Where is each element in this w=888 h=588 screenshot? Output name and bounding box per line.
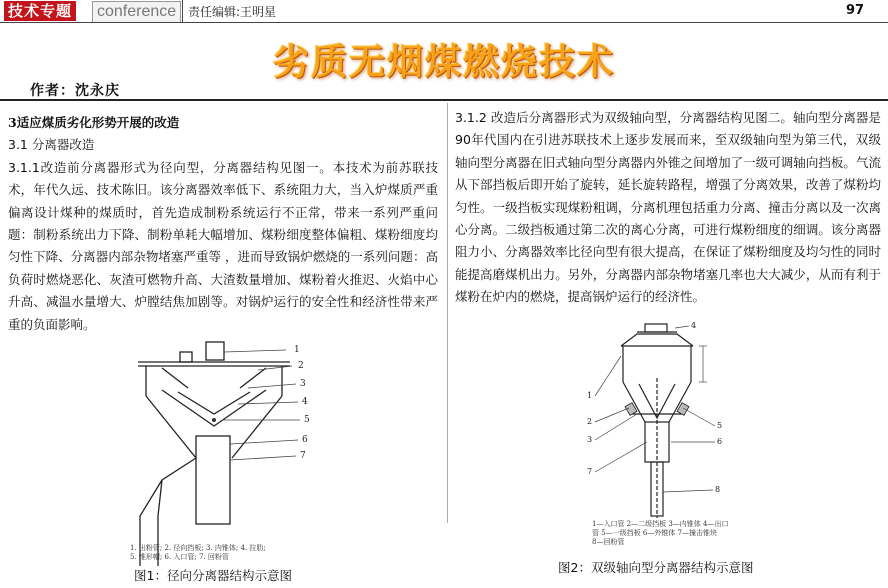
page-number: 97 — [846, 3, 865, 18]
figure1-label: 2 — [298, 361, 304, 371]
figure1-label: 4 — [302, 397, 308, 407]
subsection-heading: 3.1 分离器改造 — [8, 137, 95, 153]
figure1-caption: 图1：径向分离器结构示意图 — [134, 568, 292, 583]
figure1-label: 1 — [294, 345, 300, 355]
right-column — [455, 107, 881, 309]
section-heading: 3适应煤质劣化形势开展的改造 — [8, 115, 180, 130]
figure1-legend-line: 1. 出粉管; 2. 径向挡板; 3. 内锥体; 4. 拉肋; — [130, 544, 266, 552]
figure2-legend-line: 8—回粉管 — [592, 538, 625, 546]
header-divider — [182, 0, 183, 22]
editor-credit: 责任编辑:王明星 — [188, 5, 277, 19]
article-title: 劣质无烟煤燃烧技术 — [272, 42, 615, 83]
right-paragraph: 3.1.2 改造后分离器形式为双级轴向型，分离器结构见图二。轴向型分离器是90年代国内在引进苏联技术上逐步发展而来，至双级轴向型为第三代，双级轴向型分离器在旧式轴向型分离器内外锥之间增加了一级可调轴向挡板。气流从下部挡板后即开始了旋转，延长旋转路程，增强了分离效果，改善了煤粉均匀性。一级挡板实现煤粉粗调，分离机理包括重力分离、撞击分离以及一次离心分离。二级挡板通过第二次的离心分离，可进行煤粉细度的细调。该分离器阻力小、分离器效率比径向型有很大提高，在保证了煤粉细度及均匀性的同时能提高磨煤机出力。另外，分离器内部杂物堵塞几率也大大减少，从而有利于煤粉在炉内的燃烧，提高锅炉运行的经济性。 — [455, 110, 881, 305]
figure2-legend-line: 1—入口管 2—二级挡板 3—内锥体 4—出口 — [592, 520, 729, 528]
figure2-label: 5 — [717, 421, 723, 430]
column-badge: 技术专题 — [4, 1, 76, 21]
figure2-label: 2 — [587, 417, 593, 426]
figure1-label: 3 — [300, 379, 306, 389]
figure2-caption: 图2：双级轴向型分离器结构示意图 — [558, 560, 754, 575]
section-label: conference — [92, 1, 181, 23]
figure2-label: 1 — [587, 391, 593, 400]
figure2-label: 8 — [715, 485, 721, 494]
left-column — [8, 112, 438, 336]
header-rule — [0, 22, 888, 23]
figure2-legend-line: 管 5—一级挡板 6—外锥体 7—撞击锥块 — [592, 529, 718, 537]
title-rule — [0, 99, 888, 101]
article-author: 作者：沈永庆 — [30, 83, 120, 99]
figure1-label: 7 — [300, 451, 306, 461]
column-rule — [447, 103, 448, 523]
figure1-legend-line: 5. 锥形帽; 6. 入口管; 7. 回粉管 — [130, 553, 229, 561]
figure2-label: 6 — [717, 437, 723, 446]
figure2-label: 7 — [587, 467, 593, 476]
figure2-legend — [592, 520, 729, 547]
figure1-legend — [130, 544, 266, 562]
figure1-label: 6 — [302, 435, 308, 445]
figure2-label: 4 — [691, 322, 697, 330]
figure2-label: 3 — [587, 435, 593, 444]
figure1-label: 5 — [304, 415, 310, 425]
figure2-axial-separator — [585, 322, 735, 518]
figure1-radial-separator — [118, 340, 328, 572]
left-paragraph: 3.1.1改造前分离器形式为径向型，分离器结构见图一。本技术为前苏联技术，年代久远、技术陈旧。该分离器效率低下、系统阻力大，当入炉煤质严重偏离设计煤种的煤质时，首先造成制粉系统运行不正常，带来一系列严重问题：制粉系统出力下降、制粉单耗大幅增加、煤粉细度整体偏粗、煤粉细度均匀性下降、分离器内部杂物堵塞严重等 ，进而导致锅炉燃烧的一系列问题：高负荷时燃烧恶化、灰渣可燃物升高、大渣数量增加、煤粉着火推迟、火焰中心升高、减温水量增大、炉膛结焦加剧等。对锅炉运行的安全性和经济性带来严重的负面影响。 — [8, 159, 438, 332]
